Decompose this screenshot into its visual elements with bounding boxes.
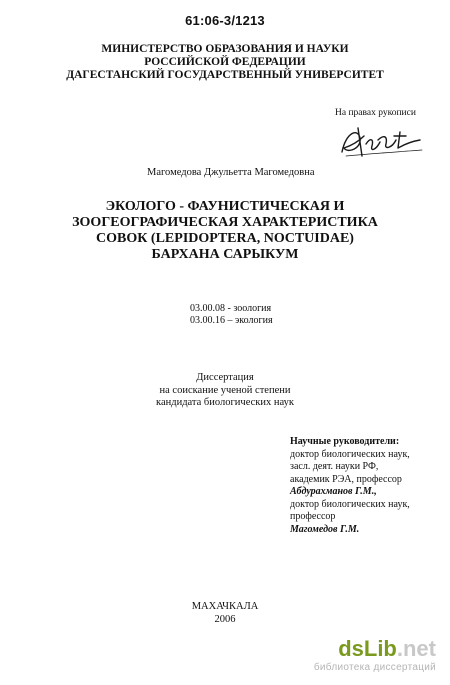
watermark-subtitle: библиотека диссертаций xyxy=(313,662,436,673)
scientific-supervisors xyxy=(290,436,410,536)
supervisor-name: Абдурахманов Г.М., xyxy=(290,486,377,497)
specialty-line: 03.00.16 – экология xyxy=(190,315,273,326)
ministry-line: РОССИЙСКОЙ ФЕДЕРАЦИИ xyxy=(144,56,306,68)
logo-part-1: dsLib xyxy=(338,636,397,661)
dslib-logo xyxy=(314,638,436,660)
author-name: Магомедова Джульетта Магомедовна xyxy=(147,167,315,178)
supervisor-detail: профессор xyxy=(290,511,336,522)
degree-line: на соискание ученой степени xyxy=(159,384,291,396)
city: МАХАЧКАЛА xyxy=(191,601,259,612)
rights-note: На правах рукописи xyxy=(335,108,416,118)
degree-line: кандидата биологических наук xyxy=(156,397,294,408)
supervisor-detail: доктор биологических наук, xyxy=(290,498,410,510)
degree-line: Диссертация xyxy=(196,372,254,383)
title-line: СОВОК (LEPIDOPTERA, NOCTUIDAE) xyxy=(96,231,354,246)
title-line: ЭКОЛОГО - ФАУНИСТИЧЕСКАЯ И xyxy=(105,199,345,214)
title-line: ЗООГЕОГРАФИЧЕСКАЯ ХАРАКТЕРИСТИКА xyxy=(72,215,378,230)
ministry-line: ДАГЕСТАНСКИЙ ГОСУДАРСТВЕННЫЙ УНИВЕРСИТЕТ xyxy=(66,69,384,81)
supervisor-name: Магомедов Г.М. xyxy=(290,523,360,535)
document-code: 61:06-3/1213 xyxy=(185,13,265,28)
specialty-codes xyxy=(190,303,273,327)
dissertation-degree xyxy=(0,372,450,410)
supervisor-detail: засл. деят. науки РФ, xyxy=(290,461,379,472)
ministry-line: МИНИСТЕРСТВО ОБРАЗОВАНИЯ И НАУКИ xyxy=(101,43,349,55)
specialty-line: 03.00.08 - зоология xyxy=(190,303,272,314)
year: 2006 xyxy=(214,613,236,625)
logo-part-2: .net xyxy=(396,636,436,661)
supervisor-detail: академик РЭА, профессор xyxy=(290,473,402,485)
city-year xyxy=(0,601,450,626)
supervisors-heading: Научные руководители: xyxy=(290,436,400,447)
dissertation-title xyxy=(0,199,450,263)
dslib-watermark xyxy=(314,638,436,673)
ministry-header xyxy=(0,43,450,82)
supervisor-detail: доктор биологических наук, xyxy=(290,448,410,460)
title-line: БАРХАНА САРЫКУМ xyxy=(151,247,299,262)
handwritten-signature xyxy=(336,122,426,162)
